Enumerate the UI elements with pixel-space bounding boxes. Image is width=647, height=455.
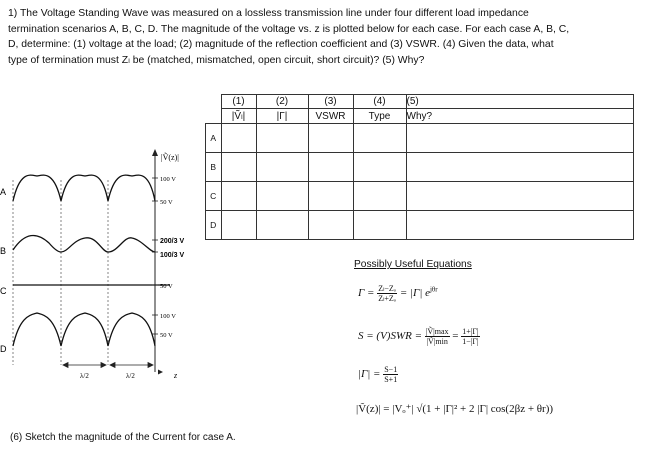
col-header-type: Type: [353, 109, 406, 124]
problem-line-3: D, determine: (1) voltage at the load; (2) magnitude of the reflection coefficient and (3) VSWR. (4) Given the data, what: [8, 39, 554, 51]
cell-a-3[interactable]: [308, 124, 353, 153]
col-header-vl: |Ṽₗ|: [221, 109, 256, 124]
curve-b: [13, 235, 155, 252]
level-b-high: 200/3 V: [160, 238, 185, 245]
cell-d-4[interactable]: [353, 211, 406, 240]
cell-b-4[interactable]: [353, 153, 406, 182]
problem-line-1: 1) The Voltage Standing Wave was measured on a lossless transmission line under four different load impedance: [8, 8, 529, 19]
cell-b-3[interactable]: [308, 153, 353, 182]
cell-a-4[interactable]: [353, 124, 406, 153]
s-numerator-2: 1+|Γ|: [462, 327, 479, 336]
row-label-d: D: [206, 211, 222, 240]
gamma-rhs: = |Γ| e: [399, 287, 430, 300]
lambda-half-2: λ/2: [126, 372, 135, 380]
s-equals: =: [452, 330, 459, 343]
z-label: z: [174, 371, 178, 380]
level-c: 50 V: [160, 283, 173, 290]
col-header-why: Why?: [406, 109, 633, 124]
s-fraction-1: [425, 327, 450, 346]
col-header-gamma: |Γ|: [256, 109, 308, 124]
s-lhs: S = (V)SWR =: [358, 330, 423, 343]
s-denominator-2: 1−|Γ|: [462, 337, 479, 346]
question-6: (6) Sketch the magnitude of the Current for case A.: [10, 432, 236, 443]
equation-swr: [358, 327, 480, 346]
row-label-b: B: [206, 153, 222, 182]
curve-a: [13, 175, 155, 201]
plot-label-a: A: [0, 187, 7, 197]
problem-line-4: type of termination must Zₗ be (matched, mismatched, open circuit, short circuit)? (5) Why?: [8, 54, 425, 66]
cell-c-4[interactable]: [353, 182, 406, 211]
cell-b-2[interactable]: [256, 153, 308, 182]
gmag-numerator: S−1: [384, 365, 398, 374]
gamma-numerator: Zₗ−Zₒ: [378, 284, 397, 293]
z-arrow: [158, 370, 163, 375]
col-number-5: (5): [406, 95, 633, 109]
plot-label-c: C: [0, 286, 7, 296]
level-d-low: 50 V: [160, 332, 173, 339]
gmag-denominator: S+1: [384, 375, 398, 384]
lambda-half-1: λ/2: [80, 372, 89, 380]
cell-a-1[interactable]: [221, 124, 256, 153]
cell-a-2[interactable]: [256, 124, 308, 153]
equation-gamma-magnitude: [358, 365, 398, 384]
cell-a-5[interactable]: [406, 124, 633, 153]
y-axis-label: |Ṽ(z)|: [161, 153, 179, 162]
cell-c-5[interactable]: [406, 182, 633, 211]
col-number-2: (2): [256, 95, 308, 109]
y-axis-arrow: [152, 149, 158, 156]
answer-table: [205, 94, 634, 240]
standing-wave-plots: [0, 132, 210, 392]
curve-d: [13, 313, 155, 346]
plot-label-b: B: [0, 246, 7, 256]
cell-d-2[interactable]: [256, 211, 308, 240]
gamma-denominator: Zₗ+Zₒ: [378, 294, 397, 303]
row-label-c: C: [206, 182, 222, 211]
col-number-3: (3): [308, 95, 353, 109]
cell-c-1[interactable]: [221, 182, 256, 211]
gamma-lhs: Γ =: [358, 287, 375, 300]
gamma-fraction: [377, 284, 397, 303]
cell-c-2[interactable]: [256, 182, 308, 211]
level-a-high: 100 V: [160, 176, 176, 183]
row-label-a: A: [206, 124, 222, 153]
s-fraction-2: [461, 327, 479, 346]
plot-label-d: D: [0, 344, 7, 354]
col-header-vswr: VSWR: [308, 109, 353, 124]
gmag-lhs: |Γ| =: [358, 368, 381, 381]
gamma-exponent: jθr: [429, 285, 438, 294]
cell-b-5[interactable]: [406, 153, 633, 182]
cell-b-1[interactable]: [221, 153, 256, 182]
col-number-1: (1): [221, 95, 256, 109]
problem-statement: [8, 6, 636, 68]
col-number-4: (4): [353, 95, 406, 109]
gmag-fraction: [383, 365, 398, 384]
s-numerator-1: |Ṽ|max: [425, 327, 449, 336]
equations-title: Possibly Useful Equations: [354, 259, 472, 270]
equation-gamma: [358, 284, 438, 303]
guide-lines: [13, 180, 155, 365]
level-a-low: 50 V: [160, 199, 173, 206]
cell-d-5[interactable]: [406, 211, 633, 240]
level-b-low: 100/3 V: [160, 252, 185, 259]
problem-line-2: termination scenarios A, B, C, D. The magnitude of the voltage vs. z is plotted below for each case. For each case A, B, C,: [8, 23, 570, 35]
cell-d-1[interactable]: [221, 211, 256, 240]
equation-vz: |Ṽ(z)| = |Vₒ⁺| √(1 + |Γ|² + 2 |Γ| cos(2βz + θr)): [356, 403, 554, 415]
s-denominator-1: |Ṽ|min: [426, 337, 448, 346]
level-d-high: 100 V: [160, 313, 176, 320]
table-corner: [206, 95, 222, 124]
cell-d-3[interactable]: [308, 211, 353, 240]
cell-c-3[interactable]: [308, 182, 353, 211]
